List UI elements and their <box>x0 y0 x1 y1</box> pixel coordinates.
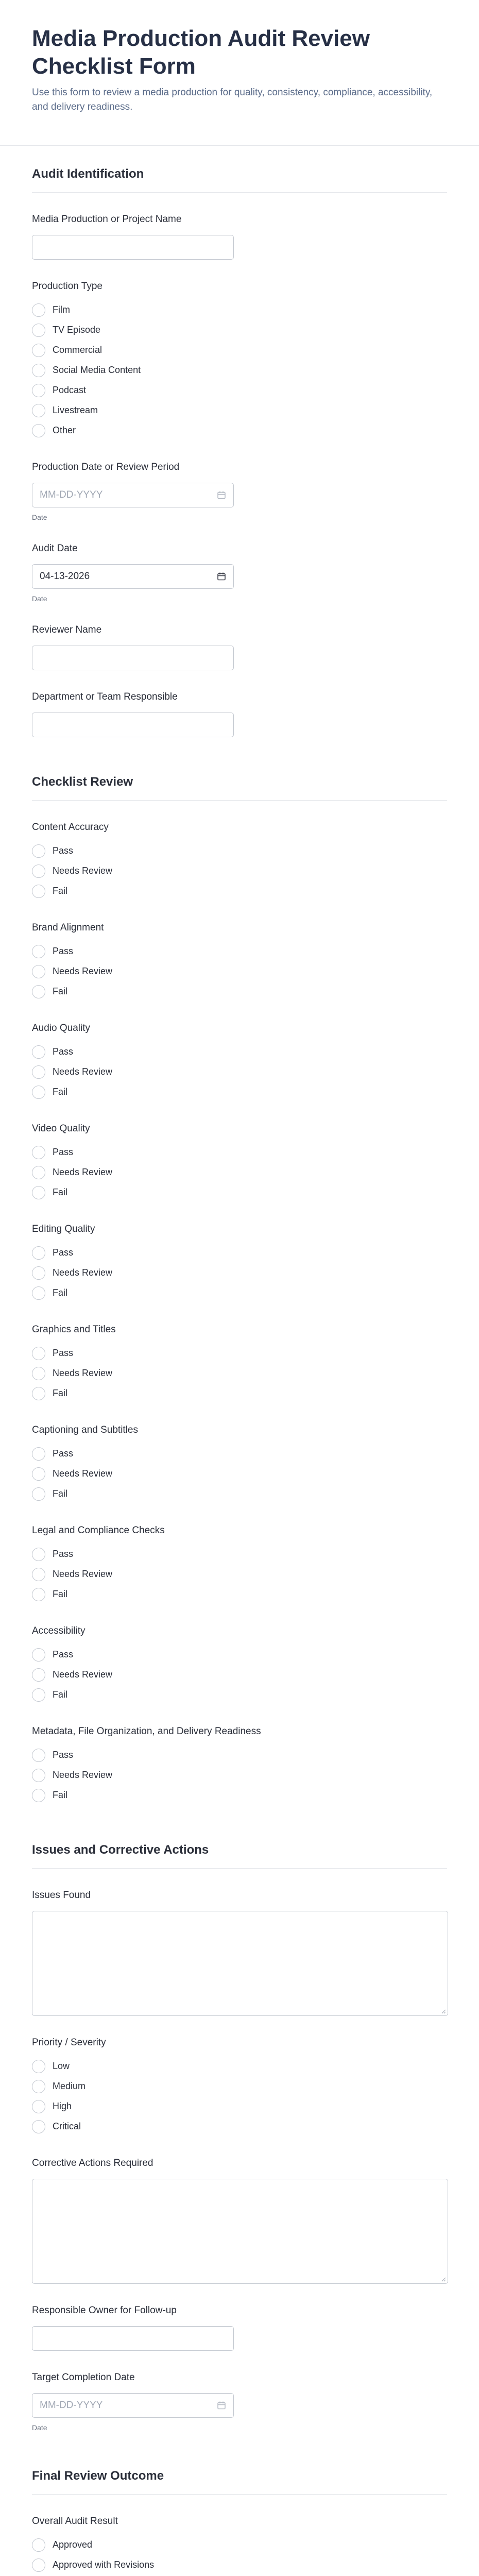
radio-button[interactable] <box>32 1367 45 1380</box>
radio-button[interactable] <box>32 2538 45 2552</box>
field-label: Production Date or Review Period <box>32 462 180 472</box>
radio-button[interactable] <box>32 865 45 878</box>
checklist-item-audio-quality <box>32 1002 447 1102</box>
issues-found-textarea[interactable] <box>32 1911 448 2016</box>
radio-button[interactable] <box>32 1648 45 1662</box>
radio-label: Needs Review <box>53 1167 113 1177</box>
field-label: Audio Quality <box>32 1023 91 1033</box>
section-title: Checklist Review <box>32 775 133 789</box>
radio-label: Critical <box>53 2121 81 2131</box>
radio-option-fail[interactable] <box>32 981 447 1002</box>
checklist-radio-group <box>32 1243 447 1303</box>
radio-label: Medium <box>53 2081 86 2091</box>
radio-button[interactable] <box>32 1769 45 1782</box>
checklist-item-video-quality <box>32 1102 447 1202</box>
checklist-radio-group <box>32 1544 447 1604</box>
radio-option-pass[interactable] <box>32 1645 447 1665</box>
owner-field <box>32 2284 447 2351</box>
field-label: Reviewer Name <box>32 624 102 635</box>
checklist-radio-group <box>32 1343 447 1403</box>
field-label: Priority / Severity <box>32 2037 106 2048</box>
radio-button[interactable] <box>32 1166 45 1179</box>
section-audit-identification <box>0 146 479 737</box>
checklist-item-content-accuracy <box>32 801 447 901</box>
radio-button[interactable] <box>32 2080 45 2093</box>
owner-input[interactable] <box>32 2326 234 2351</box>
radio-button[interactable] <box>32 1045 45 1059</box>
reviewer-name-field <box>32 603 447 670</box>
radio-button[interactable] <box>32 945 45 958</box>
radio-label: Pass <box>53 946 74 956</box>
radio-option-commercial[interactable] <box>32 340 447 360</box>
calendar-icon[interactable] <box>217 2401 226 2410</box>
date-placeholder: MM-DD-YYYY <box>40 489 103 500</box>
radio-label: Approved with Revisions <box>53 2560 155 2570</box>
radio-label: Fail <box>53 1087 68 1097</box>
checklist-item-editing-quality <box>32 1202 447 1303</box>
radio-label: Pass <box>53 1750 74 1760</box>
field-label: Target Completion Date <box>32 2372 135 2383</box>
radio-option-needs-review[interactable] <box>32 861 447 881</box>
radio-option-needs-review[interactable] <box>32 1464 447 1484</box>
calendar-icon[interactable] <box>217 572 226 581</box>
radio-button[interactable] <box>32 885 45 898</box>
radio-label: Needs Review <box>53 1468 113 1479</box>
radio-button[interactable] <box>32 1086 45 1099</box>
radio-label: Podcast <box>53 385 87 395</box>
radio-button[interactable] <box>32 424 45 437</box>
radio-button[interactable] <box>32 1588 45 1601</box>
corrective-actions-field <box>32 2137 447 2284</box>
checklist-items <box>32 801 447 1805</box>
radio-label: Social Media Content <box>53 365 141 375</box>
field-label: Corrective Actions Required <box>32 2158 153 2168</box>
radio-button[interactable] <box>32 965 45 978</box>
field-label: Responsible Owner for Follow-up <box>32 2305 177 2316</box>
checklist-item-accessibility <box>32 1604 447 1705</box>
radio-option-pass[interactable] <box>32 1343 447 1363</box>
radio-option-fail[interactable] <box>32 1383 447 1403</box>
radio-option-fail[interactable] <box>32 1685 447 1705</box>
radio-button[interactable] <box>32 1467 45 1481</box>
radio-option-pass[interactable] <box>32 941 447 961</box>
field-label: Brand Alignment <box>32 922 104 933</box>
radio-label: Fail <box>53 1187 68 1197</box>
radio-button[interactable] <box>32 1668 45 1682</box>
radio-button[interactable] <box>32 1286 45 1300</box>
radio-option-fail[interactable] <box>32 1584 447 1604</box>
field-label: Graphics and Titles <box>32 1324 116 1335</box>
reviewer-name-input[interactable] <box>32 646 234 670</box>
radio-button[interactable] <box>32 344 45 357</box>
field-label: Metadata, File Organization, and Delivery Readiness <box>32 1726 261 1737</box>
radio-button[interactable] <box>32 1347 45 1360</box>
radio-option-pass[interactable] <box>32 1142 447 1162</box>
radio-option-fail[interactable] <box>32 1082 447 1102</box>
radio-option-needs-review[interactable] <box>32 961 447 981</box>
radio-button[interactable] <box>32 1789 45 1802</box>
radio-button[interactable] <box>32 1387 45 1400</box>
radio-label: Needs Review <box>53 866 113 876</box>
audit-result-radio-group <box>32 2535 447 2576</box>
radio-label: Fail <box>53 1488 68 1499</box>
radio-button[interactable] <box>32 1688 45 1702</box>
radio-label: Fail <box>53 886 68 896</box>
issues-found-field <box>32 1869 447 2016</box>
radio-label: Fail <box>53 1790 68 1800</box>
radio-option-podcast[interactable] <box>32 380 447 400</box>
radio-option-fail[interactable] <box>32 1484 447 1504</box>
radio-option-fail[interactable] <box>32 1283 447 1303</box>
radio-option-needs-review[interactable] <box>32 1363 447 1383</box>
resize-grip-icon[interactable] <box>441 2009 446 2014</box>
section-header <box>32 754 447 801</box>
date-placeholder: MM-DD-YYYY <box>40 2400 103 2411</box>
radio-option-approved-with-revisions[interactable] <box>32 2555 447 2575</box>
resize-grip-icon[interactable] <box>441 2277 446 2282</box>
section-checklist-review <box>0 737 479 1805</box>
production-date-field <box>32 440 447 522</box>
radio-button[interactable] <box>32 1065 45 1079</box>
target-date-input[interactable] <box>32 2393 234 2418</box>
radio-option-pass[interactable] <box>32 1444 447 1464</box>
checklist-radio-group <box>32 1444 447 1504</box>
radio-button[interactable] <box>32 2120 45 2133</box>
radio-option-critical[interactable] <box>32 2116 447 2137</box>
production-date-input[interactable] <box>32 483 234 507</box>
radio-label: Needs Review <box>53 1669 113 1680</box>
target-date-field <box>32 2351 447 2432</box>
radio-label: Livestream <box>53 405 98 415</box>
radio-button[interactable] <box>32 1246 45 1260</box>
radio-button[interactable] <box>32 324 45 337</box>
field-label: Content Accuracy <box>32 822 109 833</box>
radio-button[interactable] <box>32 844 45 858</box>
radio-label: Fail <box>53 1689 68 1700</box>
audit-date-input[interactable] <box>32 564 234 589</box>
audit-result-field <box>32 2495 447 2576</box>
radio-option-film[interactable] <box>32 300 447 320</box>
radio-label: TV Episode <box>53 325 101 335</box>
field-label: Captioning and Subtitles <box>32 1425 138 1435</box>
checklist-radio-group <box>32 1142 447 1202</box>
radio-option-high[interactable] <box>32 2096 447 2116</box>
radio-option-pass[interactable] <box>32 1243 447 1263</box>
radio-option-pass[interactable] <box>32 841 447 861</box>
radio-label: Pass <box>53 1247 74 1258</box>
section-header <box>32 146 447 193</box>
section-final-review <box>0 2432 479 2576</box>
field-label: Audit Date <box>32 543 78 554</box>
project-name-field <box>32 193 447 260</box>
radio-label: High <box>53 2101 72 2111</box>
production-type-field <box>32 260 447 440</box>
radio-option-needs-review[interactable] <box>32 1062 447 1082</box>
form-title: Media Production Audit Review Checklist Form <box>32 26 370 79</box>
radio-option-pass[interactable] <box>32 1544 447 1564</box>
radio-label: Fail <box>53 986 68 996</box>
radio-button[interactable] <box>32 303 45 317</box>
corrective-actions-textarea[interactable] <box>32 2179 448 2284</box>
radio-button[interactable] <box>32 985 45 998</box>
radio-label: Pass <box>53 1046 74 1057</box>
field-label: Production Type <box>32 281 102 292</box>
radio-button[interactable] <box>32 1146 45 1159</box>
department-input[interactable] <box>32 713 234 737</box>
section-title: Final Review Outcome <box>32 2469 164 2483</box>
field-label: Video Quality <box>32 1123 90 1134</box>
radio-option-needs-review[interactable] <box>32 1263 447 1283</box>
radio-label: Fail <box>53 1388 68 1398</box>
radio-button[interactable] <box>32 1749 45 1762</box>
radio-option-pass[interactable] <box>32 1745 447 1765</box>
checklist-item-metadata-file-organization-and-delivery-readiness <box>32 1705 447 1805</box>
audit-date-field <box>32 522 447 603</box>
radio-button[interactable] <box>32 404 45 417</box>
radio-label: Pass <box>53 1649 74 1659</box>
radio-label: Fail <box>53 1287 68 1298</box>
field-label: Overall Audit Result <box>32 2516 118 2527</box>
priority-radio-group <box>32 2056 447 2137</box>
radio-button[interactable] <box>32 364 45 377</box>
field-label: Legal and Compliance Checks <box>32 1525 165 1536</box>
radio-button[interactable] <box>32 1548 45 1561</box>
radio-label: Pass <box>53 1348 74 1358</box>
radio-label: Needs Review <box>53 1569 113 1579</box>
radio-button[interactable] <box>32 1568 45 1581</box>
radio-option-approved[interactable] <box>32 2535 447 2555</box>
checklist-item-graphics-and-titles <box>32 1303 447 1403</box>
checklist-radio-group <box>32 1645 447 1705</box>
priority-field <box>32 2016 447 2137</box>
radio-button[interactable] <box>32 1266 45 1280</box>
field-label: Editing Quality <box>32 1224 95 1234</box>
radio-option-tv-episode[interactable] <box>32 320 447 340</box>
radio-option-other[interactable] <box>32 420 447 440</box>
checklist-radio-group <box>32 941 447 1002</box>
radio-option-pass[interactable] <box>32 1042 447 1062</box>
radio-label: Needs Review <box>53 1267 113 1278</box>
date-sublabel: Date <box>32 595 47 603</box>
date-sublabel: Date <box>32 513 47 521</box>
radio-button[interactable] <box>32 1447 45 1461</box>
checklist-item-brand-alignment <box>32 901 447 1002</box>
radio-label: Pass <box>53 1448 74 1459</box>
radio-option-fail[interactable] <box>32 1182 447 1202</box>
section-issues <box>0 1805 479 2432</box>
radio-option-needs-review[interactable] <box>32 1162 447 1182</box>
field-label: Department or Team Responsible <box>32 691 178 702</box>
radio-label: Needs Review <box>53 966 113 976</box>
radio-button[interactable] <box>32 2060 45 2073</box>
calendar-icon[interactable] <box>217 490 226 500</box>
radio-button[interactable] <box>32 384 45 397</box>
radio-label: Needs Review <box>53 1368 113 1378</box>
radio-option-needs-review[interactable] <box>32 1765 447 1785</box>
radio-label: Needs Review <box>53 1770 113 1780</box>
checklist-item-legal-and-compliance-checks <box>32 1504 447 1604</box>
field-label: Issues Found <box>32 1890 91 1901</box>
radio-label: Film <box>53 304 70 315</box>
radio-option-low[interactable] <box>32 2056 447 2076</box>
radio-button[interactable] <box>32 1186 45 1199</box>
section-title: Issues and Corrective Actions <box>32 1843 209 1857</box>
checklist-radio-group <box>32 1745 447 1805</box>
form-header <box>0 0 479 146</box>
radio-button[interactable] <box>32 2100 45 2113</box>
radio-option-needs-review[interactable] <box>32 1564 447 1584</box>
radio-button[interactable] <box>32 2558 45 2572</box>
radio-option-needs-review[interactable] <box>32 1665 447 1685</box>
date-value: 04-13-2026 <box>40 571 90 582</box>
radio-label: Fail <box>53 1589 68 1599</box>
radio-option-social-media-content[interactable] <box>32 360 447 380</box>
radio-label: Pass <box>53 1549 74 1559</box>
field-label: Accessibility <box>32 1625 85 1636</box>
project-name-input[interactable] <box>32 235 234 260</box>
radio-option-fail[interactable] <box>32 1785 447 1805</box>
radio-option-medium[interactable] <box>32 2076 447 2096</box>
section-header <box>32 2448 447 2495</box>
checklist-radio-group <box>32 841 447 901</box>
radio-option-livestream[interactable] <box>32 400 447 420</box>
radio-label: Approved <box>53 2539 93 2550</box>
section-title: Audit Identification <box>32 167 144 181</box>
checklist-radio-group <box>32 1042 447 1102</box>
radio-label: Pass <box>53 845 74 856</box>
section-header <box>32 1822 447 1869</box>
checklist-item-captioning-and-subtitles <box>32 1403 447 1504</box>
department-field <box>32 670 447 737</box>
radio-button[interactable] <box>32 1487 45 1501</box>
production-type-radio-group <box>32 300 447 440</box>
radio-label: Low <box>53 2061 70 2071</box>
radio-label: Other <box>53 425 76 435</box>
form-subtitle: Use this form to review a media production for quality, consistency, compliance, accessibility, and delivery readiness. <box>32 87 433 112</box>
radio-label: Commercial <box>53 345 102 355</box>
radio-option-fail[interactable] <box>32 881 447 901</box>
date-sublabel: Date <box>32 2424 47 2432</box>
field-label: Media Production or Project Name <box>32 214 182 225</box>
radio-label: Pass <box>53 1147 74 1157</box>
radio-label: Needs Review <box>53 1066 113 1077</box>
